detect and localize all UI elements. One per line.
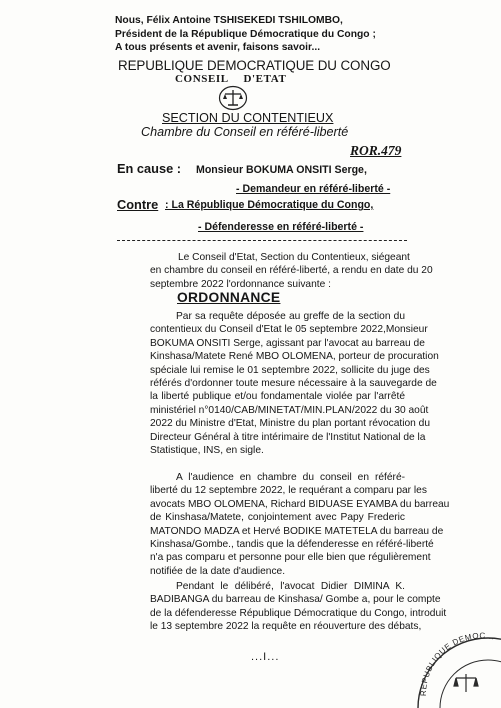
- republic-title: REPUBLIQUE DEMOCRATIQUE DU CONGO: [118, 58, 391, 73]
- text-line: liberté du 12 septembre 2022, le requérant a comparu par les: [150, 485, 427, 497]
- scales-of-justice-icon: [218, 85, 248, 111]
- text-line: BADIBANGA du barreau de Kinshasa/ Gombe a, pour le compte: [150, 594, 441, 606]
- defendant-role: - Défenderesse en référé-liberté -: [198, 221, 364, 233]
- preamble-line: Nous, Félix Antoine TSHISEKEDI TSHILOMBO,: [115, 15, 343, 26]
- text-line: septembre 2022 l'ordonnance suivante :: [150, 278, 331, 290]
- plaintiff-name: Monsieur BOKUMA ONSITI Serge,: [196, 164, 367, 176]
- preamble-line: Président de la République Démocratique du Congo ;: [115, 28, 376, 40]
- text-line: MATONDO MADZA et Hervé BODIKE MATETELA du barreau de: [150, 525, 444, 537]
- official-seal-stamp: [396, 608, 501, 708]
- text-line: de Kinshasa/Matete, conjointement avec Papy Frederic: [150, 512, 405, 524]
- text-line: Directeur Général à titre intérimaire de l'Institut National de la: [150, 431, 426, 443]
- preamble-line: A tous présents et avenir, faisons savoir...: [115, 42, 321, 54]
- preamble: [115, 14, 376, 55]
- council-title: CONSEIL D'ETAT: [175, 73, 287, 85]
- defendant-name: : La République Démocratique du Congo,: [165, 199, 374, 211]
- page-continuation: ...I...: [251, 651, 280, 663]
- text-line: ministériel n°0140/CAB/MINETAT/MIN.PLAN/2022 du 30 août: [150, 404, 429, 416]
- text-line: Le Conseil d'Etat, Section du Contentieux, siégeant: [178, 252, 410, 263]
- text-line: Statistique, INS, en sigle.: [150, 445, 264, 457]
- text-line: Kinshasa/Matete René MBO OLOMENA, porteur de procuration: [150, 351, 439, 363]
- case-reference: ROR.479: [350, 143, 402, 158]
- text-line: de la défenderesse République Démocratique du Congo, introduit: [150, 607, 447, 619]
- text-line: référés d'ordonner toute mesure nécessaire à la sauvegarde de: [150, 378, 437, 390]
- intro-paragraph: [150, 251, 433, 291]
- ordonnance-title: ORDONNANCE: [177, 290, 281, 305]
- contre-label: Contre: [117, 197, 159, 212]
- text-line: A l'audience en chambre du conseil en référé-: [176, 472, 405, 483]
- text-line: Pendant le délibéré, l'avocat Didier DIMINA K.: [176, 581, 405, 592]
- paragraph-1: [150, 310, 439, 457]
- text-line: Kinshasa/Gombe., tandis que la défenderesse en référé-liberté: [150, 539, 434, 551]
- text-line: en chambre du conseil en référé-liberté, a rendu en date du 20: [150, 265, 433, 277]
- paragraph-2: [150, 471, 450, 578]
- text-line: la liberté publique et/ou fondamentale violée par l'arrêté: [150, 391, 405, 403]
- section-title: SECTION DU CONTENTIEUX: [162, 111, 334, 125]
- text-line: Par sa requête déposée au greffe de la section du: [176, 311, 405, 322]
- divider: [117, 240, 407, 241]
- paragraph-3: [150, 580, 447, 634]
- text-line: contentieux du Conseil d'Etat le 05 septembre 2022,Monsieur: [150, 324, 428, 336]
- text-line: le 13 septembre 2022 la requête en réouverture des débats,: [150, 621, 422, 633]
- text-line: n'a pas comparu et personne pour elle bien que régulièrement: [150, 552, 431, 564]
- text-line: avocats MBO OLOMENA, Richard BIDUASE EYAMBA du barreau: [150, 498, 450, 510]
- text-line: BOKUMA ONSITI Serge, agissant par l'avocat au barreau de: [150, 337, 425, 349]
- plaintiff-role: - Demandeur en référé-liberté -: [236, 183, 391, 195]
- en-cause-label: En cause :: [117, 161, 182, 176]
- text-line: spéciale lui remise le 01 septembre 2022, sollicite du juge des: [150, 364, 430, 376]
- seal-text: REPUBLIQUE DEMOC...: [418, 631, 496, 697]
- text-line: notifiée de la date d'audience.: [150, 565, 286, 577]
- chamber-title: Chambre du Conseil en référé-liberté: [141, 125, 349, 139]
- text-line: 2022 du Ministre d'Etat, Ministre du plan portant révocation du: [150, 418, 430, 430]
